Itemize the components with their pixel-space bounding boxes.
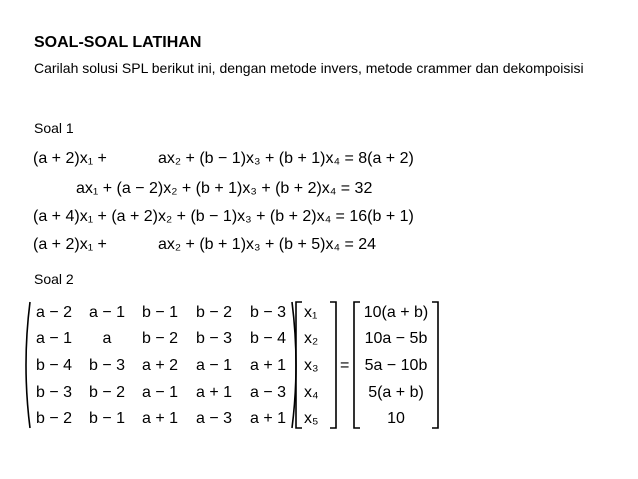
instructions-text: Carilah solusi SPL berikut ini, dengan metode invers, metode crammer dan dekompoisisi <box>34 60 584 76</box>
matrix-cell: b − 3 <box>195 330 233 347</box>
matrix-cell: b − 2 <box>141 330 179 347</box>
matrix-cell: a + 2 <box>141 357 179 374</box>
constant-cell: 5(a + b) <box>368 384 424 401</box>
constant-cell: 10 <box>387 410 405 427</box>
variable-cell: x₁ <box>304 304 318 321</box>
matrix-cell: a − 1 <box>195 357 233 374</box>
matrix-cell: b − 4 <box>249 330 287 347</box>
matrix-cell: b − 2 <box>195 304 233 321</box>
constant-cell: 10a − 5b <box>364 330 428 347</box>
variable-cell: x₅ <box>304 410 319 427</box>
matrix-cell: a + 1 <box>141 410 179 427</box>
matrix-cell: a + 1 <box>249 357 287 374</box>
soal2-label: Soal 2 <box>34 271 74 287</box>
equals-sign: = <box>340 357 350 374</box>
matrix-cell: b − 2 <box>35 410 73 427</box>
matrix-cell: a <box>102 330 112 347</box>
soal1-eq1-right: ax₂ + (b − 1)x₃ + (b + 1)x₄ = 8(a + 2) <box>158 150 414 167</box>
soal1-eq1-left: (a + 2)x₁ + <box>33 150 107 167</box>
matrix-cell: a + 1 <box>249 410 287 427</box>
matrix-cell: a − 1 <box>88 304 126 321</box>
variable-cell: x₃ <box>304 357 319 374</box>
soal1-eq2: ax₁ + (a − 2)x₂ + (b + 1)x₃ + (b + 2)x₄ = 32 <box>76 180 373 197</box>
constant-cell: 10(a + b) <box>363 304 429 321</box>
constant-cell: 5a − 10b <box>364 357 428 374</box>
matrix-cell: b − 4 <box>35 357 73 374</box>
matrix-cell: a − 2 <box>35 304 73 321</box>
matrix-cell: b − 3 <box>249 304 287 321</box>
matrix-cell: a − 1 <box>35 330 73 347</box>
soal1-eq4-left: (a + 2)x₁ + <box>33 236 107 253</box>
variable-cell: x₂ <box>304 330 319 347</box>
soal1-eq4-right: ax₂ + (b + 1)x₃ + (b + 5)x₄ = 24 <box>158 236 377 253</box>
variable-cell: x₄ <box>304 384 319 401</box>
matrix-cell: b − 1 <box>88 410 126 427</box>
soal1-label: Soal 1 <box>34 120 74 136</box>
matrix-cell: b − 3 <box>88 357 126 374</box>
page-title: SOAL-SOAL LATIHAN <box>34 34 202 51</box>
matrix-cell: a − 1 <box>141 384 179 401</box>
matrix-cell: a − 3 <box>249 384 287 401</box>
matrix-cell: b − 1 <box>141 304 179 321</box>
matrix-cell: a + 1 <box>195 384 233 401</box>
matrix-cell: b − 2 <box>88 384 126 401</box>
matrix-cell: a − 3 <box>195 410 233 427</box>
matrix-cell: b − 3 <box>35 384 73 401</box>
soal1-eq3: (a + 4)x₁ + (a + 2)x₂ + (b − 1)x₃ + (b + 2)x₄ = 16(b + 1) <box>33 208 414 225</box>
